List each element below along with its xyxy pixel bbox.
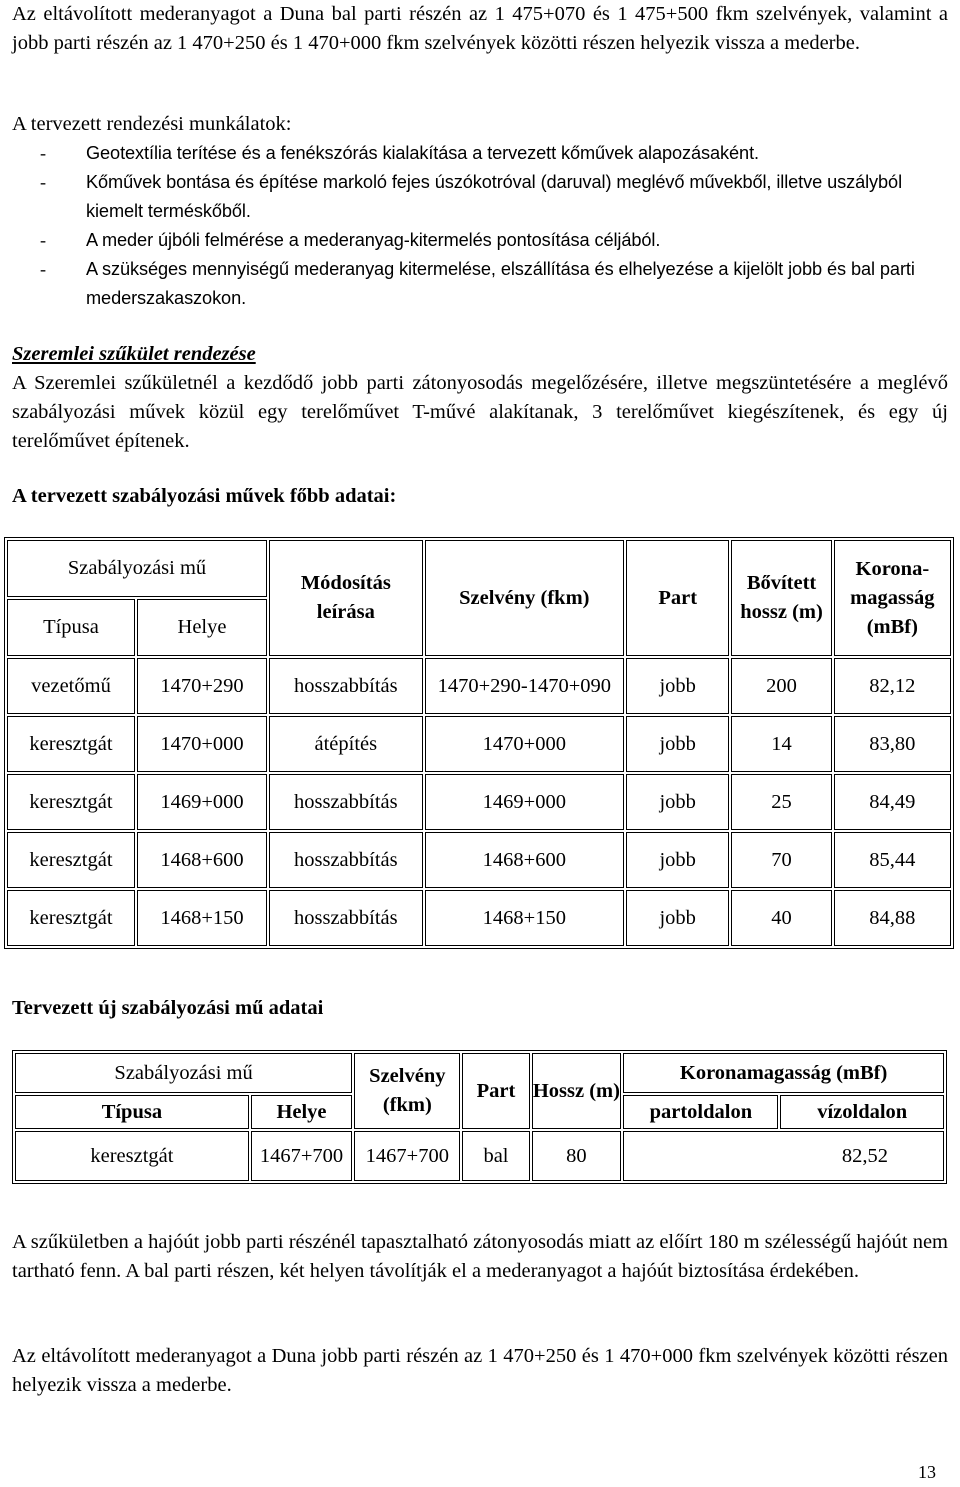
table-row: vezetőmű 1470+290 hosszabbítás 1470+290-1470+090 jobb 200 82,12 <box>7 658 951 714</box>
intro-paragraph: Az eltávolított mederanyagot a Duna bal parti részén az 1 475+070 és 1 475+500 fkm szelvények, valamint a jobb parti részén az 1 470+250 és 1 470+000 fkm szelvények közötti részen helyezik vissza a mederbe. <box>12 3 948 54</box>
header-helye: Helye <box>137 599 267 656</box>
header-szelveny: Szelvény (fkm) <box>425 540 624 656</box>
header-bovitett: Bővített hossz (m) <box>731 540 831 656</box>
header-part: Part <box>462 1053 529 1129</box>
header-partoldalon: partoldalon <box>623 1095 778 1129</box>
header-group: Szabályozási mű <box>15 1053 352 1093</box>
header-group: Szabályozási mű <box>7 540 267 597</box>
table-row: keresztgát 1468+150 hosszabbítás 1468+150 jobb 40 84,88 <box>7 890 951 946</box>
header-szelveny: Szelvény (fkm) <box>354 1053 460 1129</box>
new-work-table <box>12 1050 947 1184</box>
dash-bullet: - <box>40 172 46 192</box>
table-row: keresztgát 1470+000 átépítés 1470+000 jobb 14 83,80 <box>7 716 951 772</box>
dash-bullet: - <box>40 143 46 163</box>
list-item: - A szükséges mennyiségű mederanyag kitermelése, elszállítása és elhelyezése a kijelölt jobb és bal parti mederszakaszokon. <box>12 255 948 313</box>
list-item: - Kőművek bontása és építése markoló fejes úszókotróval (daruval) meglévő művekből, illetve uszályból kiemelt terméskőből. <box>12 168 948 226</box>
list-item: - Geotextília terítése és a fenékszórás kialakítása a tervezett kőművek alapozásaként. <box>12 139 948 168</box>
section-paragraph: A Szeremlei szűkületnél a kezdődő jobb parti zátonyosodás megelőzésére, illetve megszüntetésére a meglévő szabályozási művek közül egy terelőművet T-művé alakítanak, 3 terelőművet kiegészítenek, és egy új terelőművet építenek. <box>12 372 948 452</box>
closing-paragraph-2: Az eltávolított mederanyagot a Duna jobb parti részén az 1 470+250 és 1 470+000 fkm szelvények közötti részen helyezik vissza a mederbe. <box>12 1345 948 1396</box>
header-helye: Helye <box>251 1095 352 1129</box>
table-row: keresztgát 1469+000 hosszabbítás 1469+000 jobb 25 84,49 <box>7 774 951 830</box>
header-part: Part <box>626 540 729 656</box>
header-vizoldalon: vízoldalon <box>780 1095 944 1129</box>
header-modositas: Módosítás leírása <box>269 540 423 656</box>
tasks-list <box>12 139 948 313</box>
section-heading: Szeremlei szűkület rendezése <box>12 343 256 365</box>
tasks-heading: A tervezett rendezési munkálatok: <box>12 113 292 135</box>
dash-bullet: - <box>40 230 46 250</box>
header-korona: Korona-magasság (mBf) <box>834 540 951 656</box>
header-tipusa: Típusa <box>7 599 135 656</box>
dash-bullet: - <box>40 259 46 279</box>
table2-title: Tervezett új szabályozási mű adatai <box>12 997 324 1019</box>
table1-title: A tervezett szabályozási művek főbb adatai: <box>12 485 397 507</box>
header-korona: Koronamagasság (mBf) <box>623 1053 944 1093</box>
regulation-works-table <box>4 537 954 949</box>
page-number: 13 <box>918 1462 936 1482</box>
header-tipusa: Típusa <box>15 1095 249 1129</box>
list-item: - A meder újbóli felmérése a mederanyag-kitermelés pontosítása céljából. <box>12 226 948 255</box>
table-row: keresztgát 1468+600 hosszabbítás 1468+600 jobb 70 85,44 <box>7 832 951 888</box>
header-hossz: Hossz (m) <box>532 1053 622 1129</box>
table-row: keresztgát 1467+700 1467+700 bal 80 82,52 <box>15 1131 944 1181</box>
closing-paragraph-1: A szűkületben a hajóút jobb parti részénél tapasztalható zátonyosodás miatt az előírt 180 m szélességű hajóút nem tartható fenn. A bal parti részen, két helyen távolítják el a mederanyagot a hajóút biztosítása érdekében. <box>12 1231 948 1282</box>
